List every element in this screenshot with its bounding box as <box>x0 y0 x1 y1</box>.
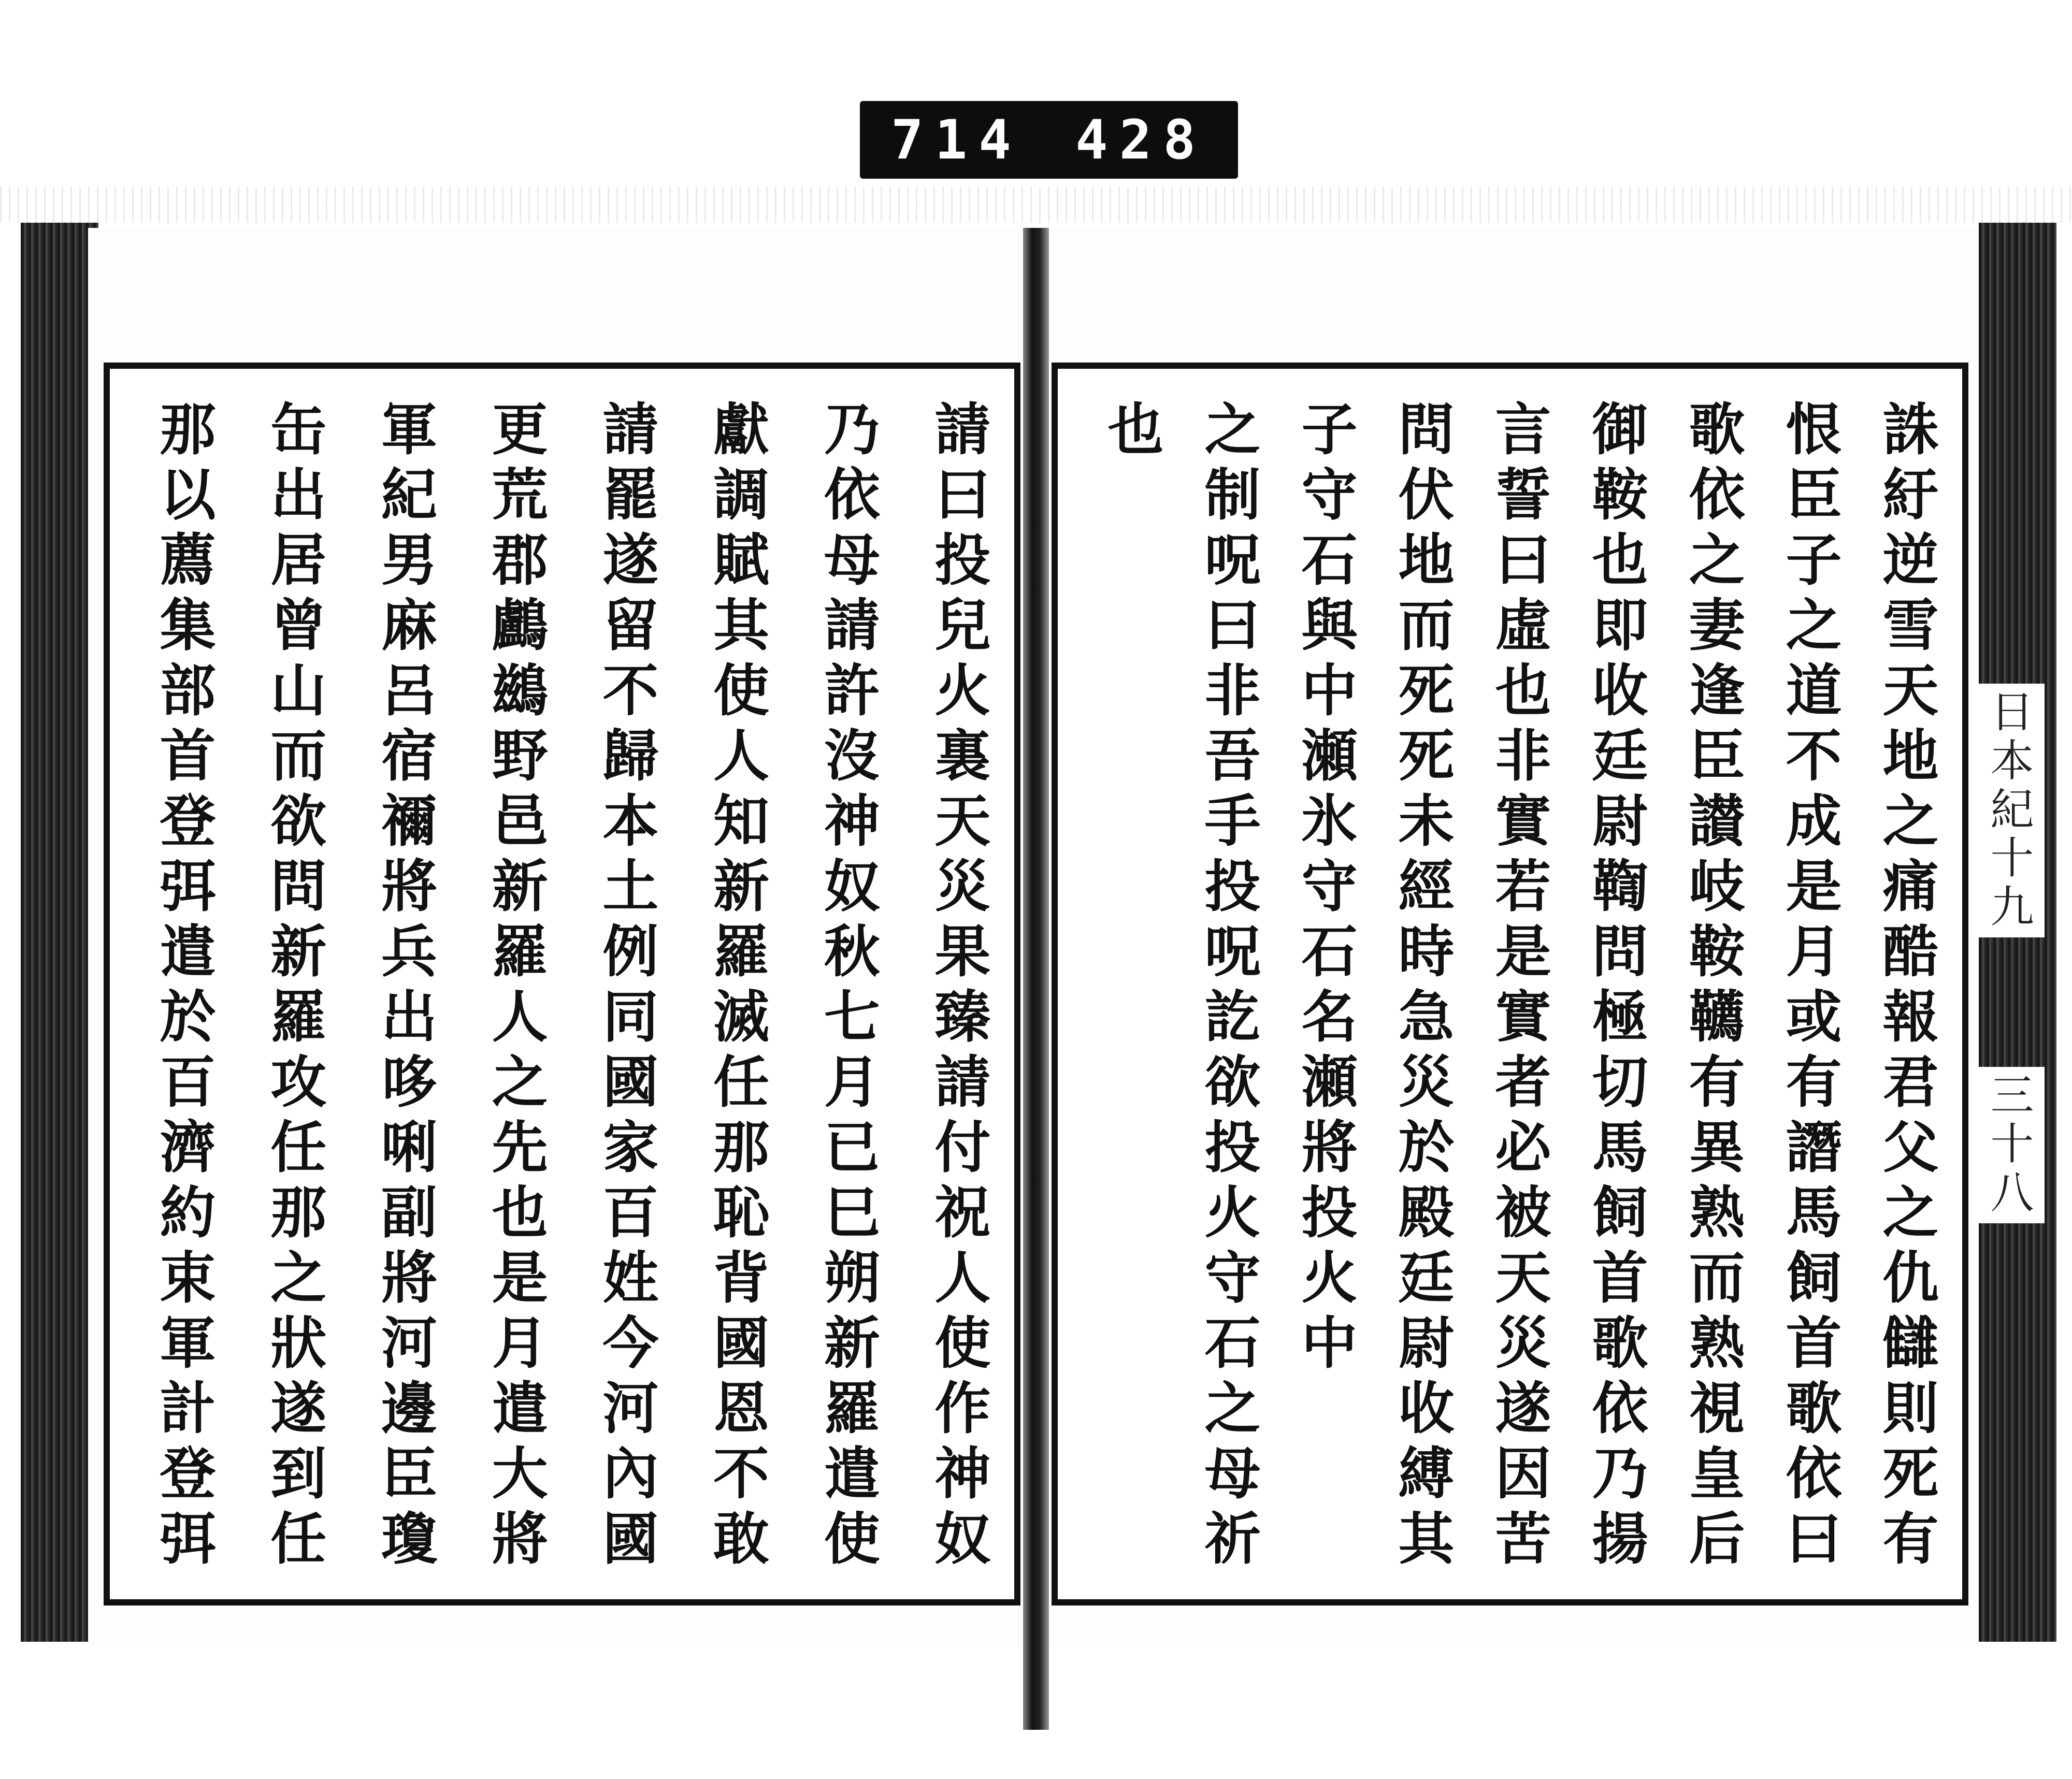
left-page-edges <box>21 223 98 1642</box>
left-column: 缶出居曾山而欲問新羅攻任那之狀遂到任 <box>261 400 326 1574</box>
right-column: 恨臣子之道不成是月或有譖馬飼首歌依曰 <box>1776 400 1841 1574</box>
left-column: 請曰投兒火裏天災果臻請付祝人使作神奴 <box>925 400 990 1574</box>
right-column: 子守石與中瀬氷守石名瀬將投火中 <box>1292 400 1357 1379</box>
right-column: 之制呪曰非吾手投呪訖欲投火守石之母祈 <box>1195 400 1260 1574</box>
left-column: 乃依母請許沒神奴秋七月已巳朔新羅遣使 <box>814 400 880 1574</box>
catalog-label-right: 428 <box>1075 108 1207 171</box>
right-column: 言誓曰虛也非實若是實者必被天災遂因苦 <box>1486 400 1551 1574</box>
catalog-label-left: 714 <box>891 108 1023 171</box>
right-column: 歌依之妻逢臣讃岐鞍韉有異熟而熟視皇后 <box>1679 400 1745 1574</box>
scan-noise <box>0 186 2072 223</box>
running-head: 日本紀十九 <box>1974 684 2045 937</box>
left-text-frame <box>104 363 1020 1606</box>
page-number: 三十八 <box>1974 1067 2045 1223</box>
right-column: 問伏地而死死未經時急災於殿廷尉收縛其 <box>1389 400 1454 1574</box>
catalog-label <box>860 101 1238 179</box>
right-column: 御鞍也即收廷尉鞫問極切馬飼首歌依乃揚 <box>1582 400 1648 1574</box>
right-text-columns <box>1086 400 1938 1574</box>
right-column: 誅紆逆雪天地之痛酷報君父之仇讎則死有 <box>1873 400 1938 1574</box>
right-text-frame <box>1052 363 1968 1606</box>
left-column: 獻調賦其使人知新羅滅任那恥背國恩不敢 <box>703 400 769 1574</box>
left-text-columns <box>138 400 990 1574</box>
left-column: 那以薦集部首登弭遣於百濟約束軍計登弭 <box>150 400 215 1574</box>
right-column: 也 <box>1098 400 1163 465</box>
left-column: 軍紀男麻呂宿禰將兵出哆唎副將河邊臣瓊 <box>371 400 437 1574</box>
left-column: 請罷遂留不歸本土例同國家百姓今河內國 <box>593 400 658 1574</box>
book-spine <box>1023 228 1049 1730</box>
left-column: 更荒郡鸕鷀野邑新羅人之先也是月遣大將 <box>482 400 548 1574</box>
